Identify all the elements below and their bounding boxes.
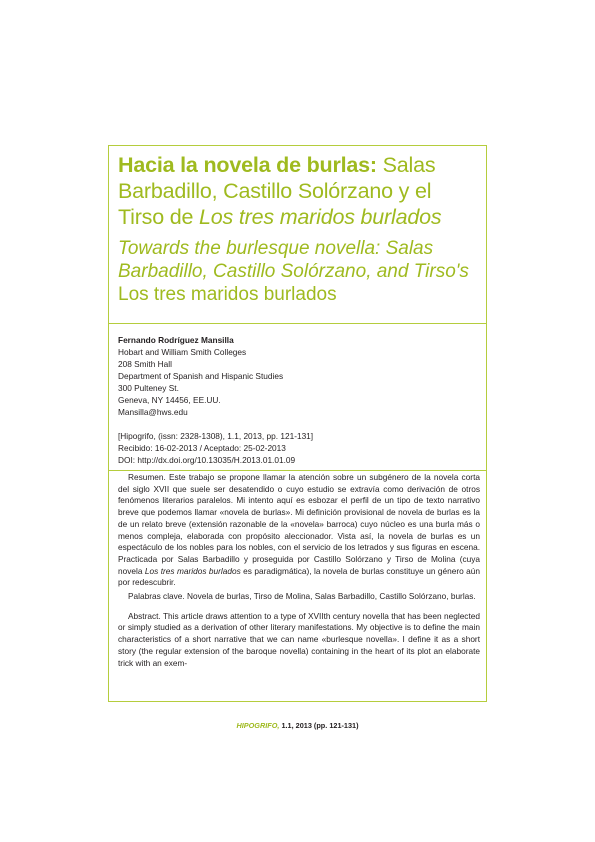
author-address-line: 300 Pulteney St. bbox=[118, 383, 179, 393]
palabras-clave-paragraph bbox=[118, 591, 480, 603]
author-email: Mansilla@hws.edu bbox=[118, 407, 188, 417]
doi-line: DOI: http://dx.doi.org/10.13035/H.2013.01.01.09 bbox=[118, 455, 296, 465]
resumen-text-end: es paradigmática), la novela de burlas constituye un género aún por redescubrir. bbox=[118, 565, 480, 588]
author-address-line: Geneva, NY 14456, EE.UU. bbox=[118, 395, 221, 405]
title-english bbox=[118, 237, 480, 306]
divider-bottom bbox=[108, 470, 487, 471]
dates-line: Recibido: 16-02-2013 / Aceptado: 25-02-2013 bbox=[118, 443, 286, 453]
abstract-label: Abstract. bbox=[128, 610, 161, 621]
title-english-regular: Los tres maridos burlados bbox=[118, 284, 337, 305]
author-name: Fernando Rodríguez Mansilla bbox=[118, 335, 234, 345]
title-spanish-bold: Hacia la novela de burlas: bbox=[118, 153, 377, 177]
author-department: Department of Spanish and Hispanic Studies bbox=[118, 371, 284, 381]
divider-top bbox=[108, 323, 487, 324]
abstract-paragraph bbox=[118, 611, 480, 670]
resumen-italic-title: Los tres maridos burlados bbox=[144, 565, 241, 576]
palabras-clave-label: Palabras clave. bbox=[128, 591, 185, 602]
reference-block bbox=[118, 430, 480, 466]
resumen-paragraph bbox=[118, 472, 480, 589]
author-address-line: 208 Smith Hall bbox=[118, 359, 172, 369]
citation-line: [Hipogrifo, (issn: 2328-1308), 1.1, 2013, pp. 121-131] bbox=[118, 431, 314, 441]
footer-journal: HIPOGRIFO, bbox=[236, 721, 280, 730]
footer-citation: 1.1, 2013 (pp. 121-131) bbox=[279, 721, 359, 730]
author-affiliation: Hobart and William Smith Colleges bbox=[118, 347, 247, 357]
page-footer bbox=[0, 721, 595, 730]
title-spanish-regular: Salas Barbadillo, Castillo Solórzano y el Tirso de bbox=[118, 153, 436, 229]
author-block bbox=[118, 334, 480, 418]
resumen-text: Este trabajo se propone llamar la atención sobre un subgénero de la novela corta del siglo XVII que suele ser desatendido o cuyo estudio se extravía como derivación de otros fenómenos literarios paralelos. Mi intento aquí es esbozar el perfil de un tipo de texto narrativo breve que podemos llamar «novela de burlas». Mi definición provisional de novela de burlas es la de un relato breve (extensión razonable de la «novela» barroca) cuyo núcleo es una burla más o menos compleja, elaborada con propósito aleccionador. Vista así, la novela de burlas es un espectáculo de los nobles para los nobles, con el servicio de los letrados y sus figuras en escena. Practicada por Salas Barbadillo y proseguida por Castillo Solórzano y Tirso de Molina (cuya novela bbox=[118, 472, 480, 576]
resumen-label: Resumen. bbox=[128, 472, 166, 482]
title-block bbox=[118, 152, 480, 306]
abstract-text: This article draws attention to a type of XVIIth century novella that has been neglected or simply studied as a derivation of other literary manifestations. My objective is to define the main characteristics of a short narrative that we can name «burlesque novella». I define it as a short story (the regular extension of the baroque novella) containing in the heart of its plot an elaborate trick with an exem- bbox=[118, 610, 480, 668]
title-spanish-italic: Los tres maridos burlados bbox=[199, 205, 442, 229]
title-english-italic: Towards the burlesque novella: Salas Barbadillo, Castillo Solórzano, and Tirso's bbox=[118, 238, 469, 282]
palabras-clave-text: Novela de burlas, Tirso de Molina, Salas Barbadillo, Castillo Solórzano, burlas. bbox=[184, 591, 476, 602]
title-spanish bbox=[118, 152, 480, 230]
abstract-block bbox=[118, 472, 480, 669]
